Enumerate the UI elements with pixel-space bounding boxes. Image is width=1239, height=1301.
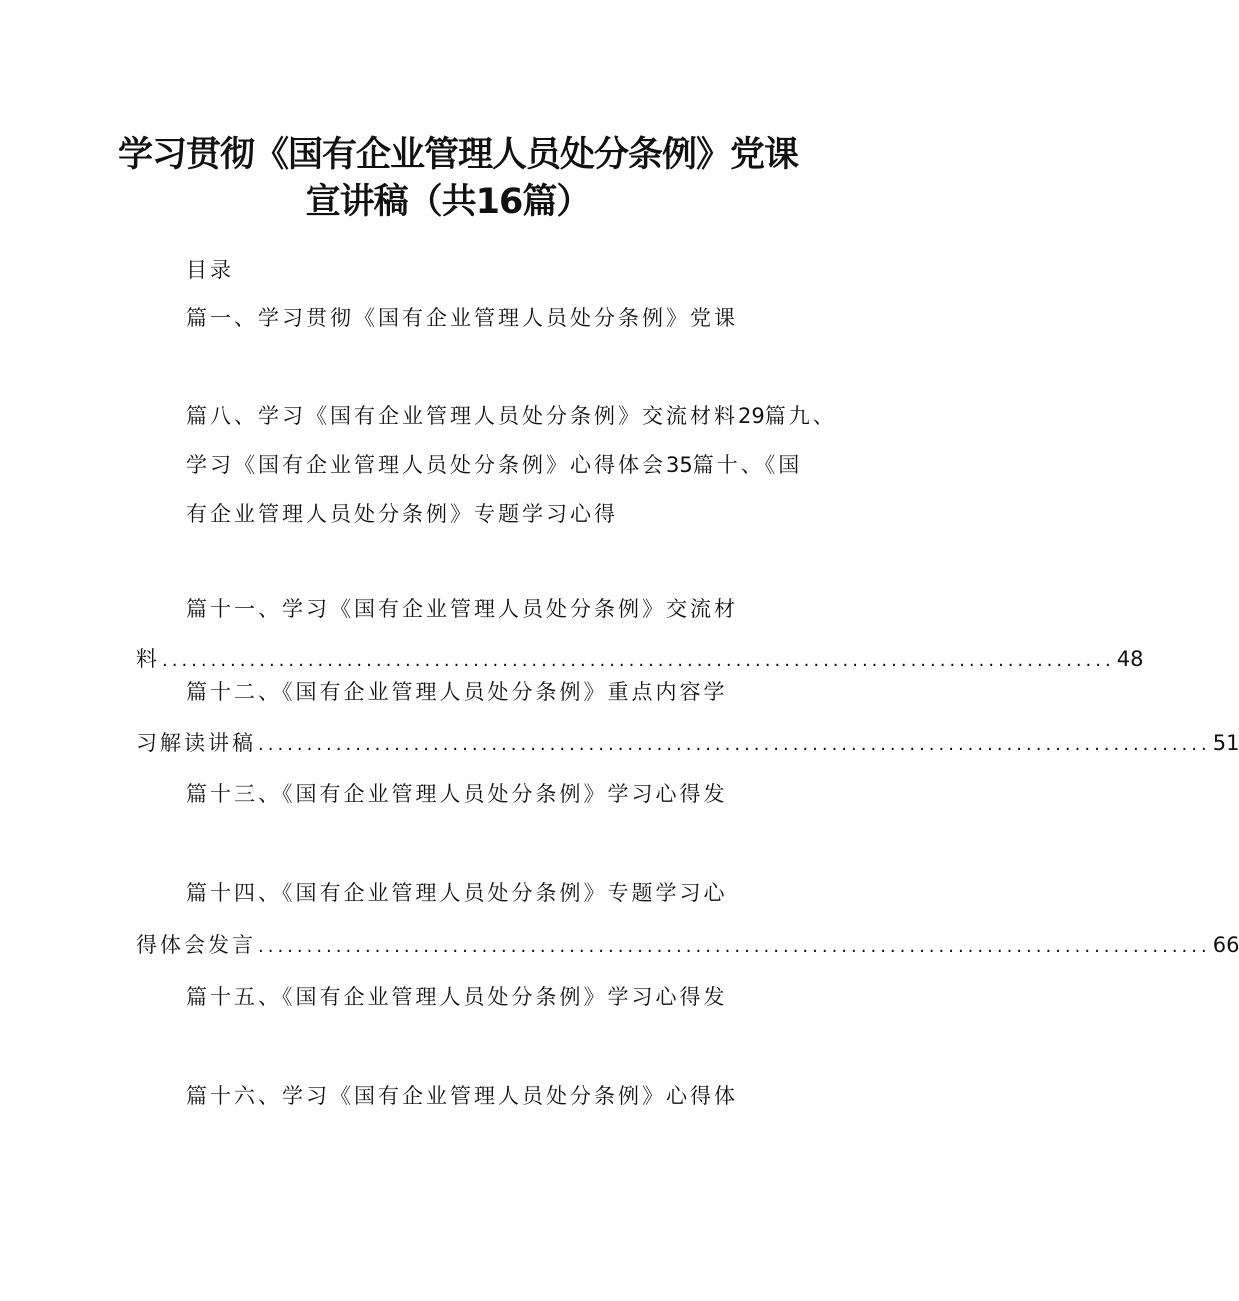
toc-entry-11-line-2 [136, 645, 1144, 673]
toc-entry-14-tail: 得体会发言 [136, 933, 256, 957]
toc-entry-11-page: 48 [1116, 647, 1144, 671]
toc-entry-14-line-1: 篇十四、《国有企业管理人员处分条例》专题学习心 [186, 881, 728, 905]
toc-entry-9-text: 学习《国有企业管理人员处分条例》心得体会 [186, 453, 666, 477]
toc-entry-11-tail: 料 [136, 647, 160, 671]
toc-entry-9-line [186, 451, 802, 479]
toc-entry-12-line-2 [136, 729, 1239, 757]
toc-entry-13: 篇十三、《国有企业管理人员处分条例》学习心得发 [186, 782, 728, 806]
toc-entry-9-start: 篇九、 [764, 404, 837, 428]
toc-entry-15: 篇十五、《国有企业管理人员处分条例》学习心得发 [186, 985, 728, 1009]
toc-heading: 目录 [186, 258, 234, 282]
toc-entry-10-line: 有企业管理人员处分条例》专题学习心得 [186, 502, 618, 526]
document-title-line-2: 宣讲稿（共16篇） [305, 182, 591, 222]
toc-entry-11-line-1: 篇十一、学习《国有企业管理人员处分条例》交流材 [186, 597, 738, 621]
toc-entry-12-tail: 习解读讲稿 [136, 731, 256, 755]
toc-entry-8-line-1 [186, 402, 837, 430]
toc-entry-1: 篇一、学习贯彻《国有企业管理人员处分条例》党课 [186, 306, 738, 330]
toc-entry-8-page: 29 [738, 404, 765, 428]
toc-entry-10-start: 篇十、《国 [692, 453, 803, 477]
toc-leader-dots: .................................................................................................. [258, 734, 1211, 755]
toc-leader-dots: .................................................................................................. [258, 936, 1211, 957]
toc-entry-12-page: 51 [1212, 731, 1239, 755]
toc-entry-12-line-1: 篇十二、《国有企业管理人员处分条例》重点内容学 [186, 680, 728, 704]
toc-entry-9-page: 35 [666, 453, 693, 477]
toc-leader-dots: .................................................................................................. [162, 650, 1115, 671]
toc-entry-8-text: 篇八、学习《国有企业管理人员处分条例》交流材料 [186, 404, 738, 428]
toc-entry-16: 篇十六、学习《国有企业管理人员处分条例》心得体 [186, 1084, 738, 1108]
toc-entry-14-line-2 [136, 931, 1239, 959]
document-title-line-1: 学习贯彻《国有企业管理人员处分条例》党课 [117, 135, 798, 175]
toc-entry-14-page: 66 [1212, 933, 1239, 957]
